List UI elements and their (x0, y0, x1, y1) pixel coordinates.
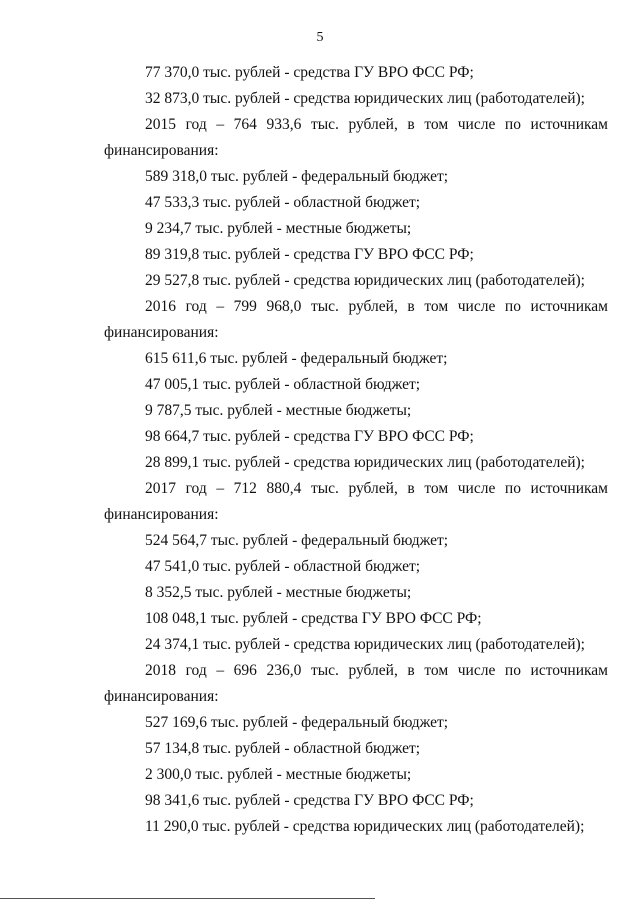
year-total-line: 2018 год – 696 236,0 тыс. рублей, в том числе по источникам (145, 662, 608, 679)
funding-line: 47 541,0 тыс. рублей - областной бюджет; (145, 558, 421, 575)
page-number: 5 (316, 30, 324, 45)
year-total-line: 2017 год – 712 880,4 тыс. рублей, в том числе по источникам (145, 480, 608, 497)
document-body (104, 60, 608, 840)
funding-line: 89 319,8 тыс. рублей - средства ГУ ВРО ФСС РФ; (145, 246, 474, 263)
funding-line: 615 611,6 тыс. рублей - федеральный бюджет; (145, 350, 448, 367)
funding-line: 77 370,0 тыс. рублей - средства ГУ ВРО ФСС РФ; (145, 64, 474, 81)
continuation-line: финансирования: (104, 506, 219, 523)
funding-line: 47 005,1 тыс. рублей - областной бюджет; (145, 376, 421, 393)
funding-line: 57 134,8 тыс. рублей - областной бюджет; (145, 740, 421, 757)
continuation-line: финансирования: (104, 142, 219, 159)
funding-line: 2 300,0 тыс. рублей - местные бюджеты; (145, 766, 412, 783)
funding-line: 527 169,6 тыс. рублей - федеральный бюджет; (145, 714, 449, 731)
funding-line: 11 290,0 тыс. рублей - средства юридических лиц (работодателей); (145, 818, 585, 835)
year-total-line: 2015 год – 764 933,6 тыс. рублей, в том числе по источникам (145, 116, 608, 133)
funding-line: 47 533,3 тыс. рублей - областной бюджет; (145, 194, 421, 211)
bottom-rule (0, 898, 375, 899)
continuation-line: финансирования: (104, 324, 219, 341)
funding-line: 524 564,7 тыс. рублей - федеральный бюджет; (145, 532, 449, 549)
funding-line: 32 873,0 тыс. рублей - средства юридических лиц (работодателей); (145, 90, 585, 107)
funding-line: 28 899,1 тыс. рублей - средства юридических лиц (работодателей); (145, 454, 585, 471)
funding-line: 108 048,1 тыс. рублей - средства ГУ ВРО ФСС РФ; (145, 610, 482, 627)
funding-line: 98 341,6 тыс. рублей - средства ГУ ВРО ФСС РФ; (145, 792, 474, 809)
funding-line: 589 318,0 тыс. рублей - федеральный бюджет; (145, 168, 449, 185)
funding-line: 29 527,8 тыс. рублей - средства юридических лиц (работодателей); (145, 272, 585, 289)
funding-line: 9 787,5 тыс. рублей - местные бюджеты; (145, 402, 412, 419)
funding-line: 9 234,7 тыс. рублей - местные бюджеты; (145, 220, 412, 237)
funding-line: 8 352,5 тыс. рублей - местные бюджеты; (145, 584, 412, 601)
continuation-line: финансирования: (104, 688, 219, 705)
year-total-line: 2016 год – 799 968,0 тыс. рублей, в том числе по источникам (145, 298, 608, 315)
funding-line: 98 664,7 тыс. рублей - средства ГУ ВРО ФСС РФ; (145, 428, 474, 445)
funding-line: 24 374,1 тыс. рублей - средства юридических лиц (работодателей); (145, 636, 585, 653)
